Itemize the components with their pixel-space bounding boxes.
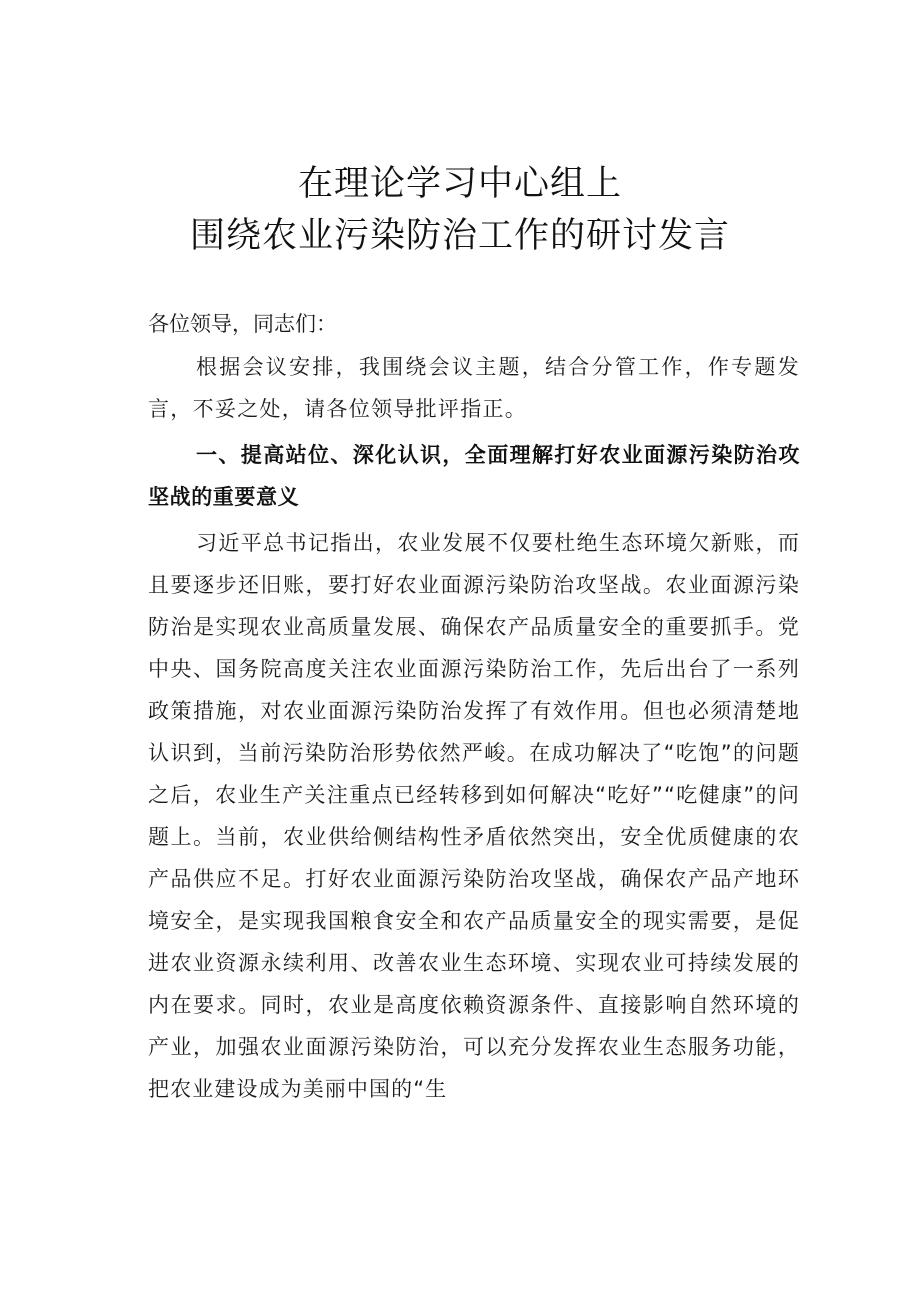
section-1-paragraph: 习近平总书记指出，农业发展不仅要杜绝生态环境欠新账，而且要逐步还旧账，要打好农业面源污染防治攻坚战。农业面源污染防治是实现农业高质量发展、确保农产品质量安全的重要抓手。党中央、国务院高度关注农业面源污染防治工作，先后出台了一系列政策措施，对农业面源污染防治发挥了有效作用。但也必须清楚地认识到，当前污染防治形势依然严峻。在成功解决了“吃饱”的问题之后，农业生产关注重点已经转移到如何解决“吃好”“吃健康”的问题上。当前，农业供给侧结构性矛盾依然突出，安全优质健康的农产品供应不足。打好农业面源污染防治攻坚战，确保农产品产地环境安全，是实现我国粮食安全和农产品质量安全的现实需要，是促进农业资源永续利用、改善农业生态环境、实现农业可持续发展的内在要求。同时，农业是高度依赖资源条件、直接影响自然环境的产业，加强农业面源污染防治，可以充分发挥农业生态服务功能，把农业建设成为美丽中国的“生 (148, 531, 800, 1101)
section-1-heading: 一、提高站位、深化认识，全面理解打好农业面源污染防治攻坚战的重要意义 (148, 443, 800, 509)
intro-paragraph: 根据会议安排，我围绕会议主题，结合分管工作，作专题发言，不妥之处，请各位领导批评指正。 (148, 355, 800, 421)
document-title-line-1: 在理论学习中心组上 (297, 164, 622, 204)
salutation: 各位领导，同志们： (148, 312, 337, 336)
document-title-line-2: 围绕农业污染防治工作的研讨发言 (189, 216, 730, 256)
